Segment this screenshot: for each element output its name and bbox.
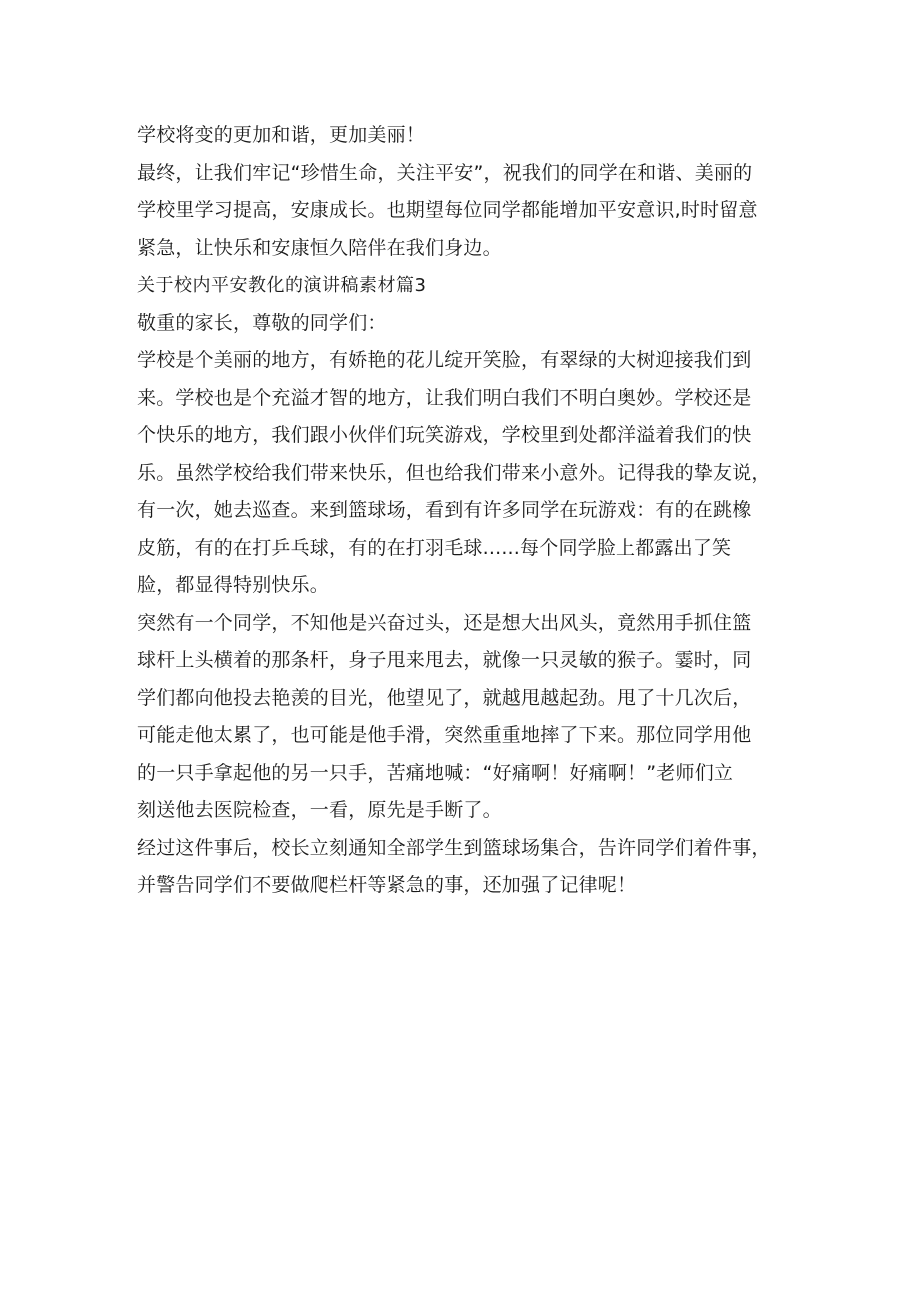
text-line: 的一只手拿起他的另一只手，苦痛地喊：“好痛啊！好痛啊！”老师们立	[137, 761, 734, 784]
text-line: 皮筋，有的在打乒乓球，有的在打羽毛球......每个同学脸上都露出了笑	[137, 536, 732, 559]
text-line: 可能走他太累了，也可能是他手滑，突然重重地摔了下来。那位同学用他	[137, 724, 752, 746]
text-line: 脸，都显得特别快乐。	[137, 574, 330, 596]
text-line: 来。学校也是个充溢才智的地方，让我们明白我们不明白奥妙。学校还是	[137, 386, 752, 409]
paragraph-salutation	[137, 305, 797, 343]
text-line: 学校里学习提高，安康成长。也期望每位同学都能增加平安意识,时时留意	[137, 199, 758, 221]
text-line: 最终，让我们牢记“珍惜生命，关注平安”，祝我们的同学在和谐、美丽的	[137, 161, 753, 184]
document-body	[137, 117, 797, 905]
section-heading	[137, 267, 797, 305]
text-line: 学校是个美丽的地方，有娇艳的花儿绽开笑脸，有翠绿的大树迎接我们到	[137, 349, 752, 371]
text-line: 刻送他去医院检查，一看，原先是手断了。	[137, 799, 502, 821]
text-line: 学们都向他投去艳羡的目光，他望见了，就越甩越起劲。甩了十几次后，	[137, 686, 752, 709]
text-line: 个快乐的地方，我们跟小伙伴们玩笑游戏，学校里到处都洋溢着我们的快	[137, 424, 752, 446]
paragraph-conclusion	[137, 155, 797, 268]
text-line: 敬重的家长，尊敬的同学们：	[137, 311, 387, 334]
text-line: 学校将变的更加和谐，更加美丽！	[137, 124, 426, 146]
text-line: 突然有一个同学，不知他是兴奋过头，还是想大出风头，竟然用手抓住篮	[137, 611, 752, 634]
text-line: 乐。虽然学校给我们带来快乐，但也给我们带来小意外。记得我的挚友说，	[137, 461, 771, 484]
text-line: 经过这件事后，校长立刻通知全部学生到篮球场集合，告许同学们着件事，	[137, 836, 771, 859]
paragraph-closing-line	[137, 117, 797, 155]
heading-text: 关于校内平安教化的演讲稿素材篇3	[137, 275, 427, 296]
paragraph-accident-story	[137, 605, 797, 830]
text-line: 球杆上头横着的那条杆，身子甩来甩去，就像一只灵敏的猴子。霎时，同	[137, 649, 752, 671]
text-line: 并警告同学们不要做爬栏杆等紧急的事，还加强了记律呢！	[137, 874, 637, 896]
paragraph-aftermath	[137, 830, 797, 905]
text-line: 紧急，让快乐和安康恒久陪伴在我们身边。	[137, 236, 502, 259]
paragraph-school-description	[137, 342, 797, 605]
text-line: 有一次，她去巡查。来到篮球场，看到有许多同学在玩游戏：有的在跳橡	[137, 499, 752, 521]
